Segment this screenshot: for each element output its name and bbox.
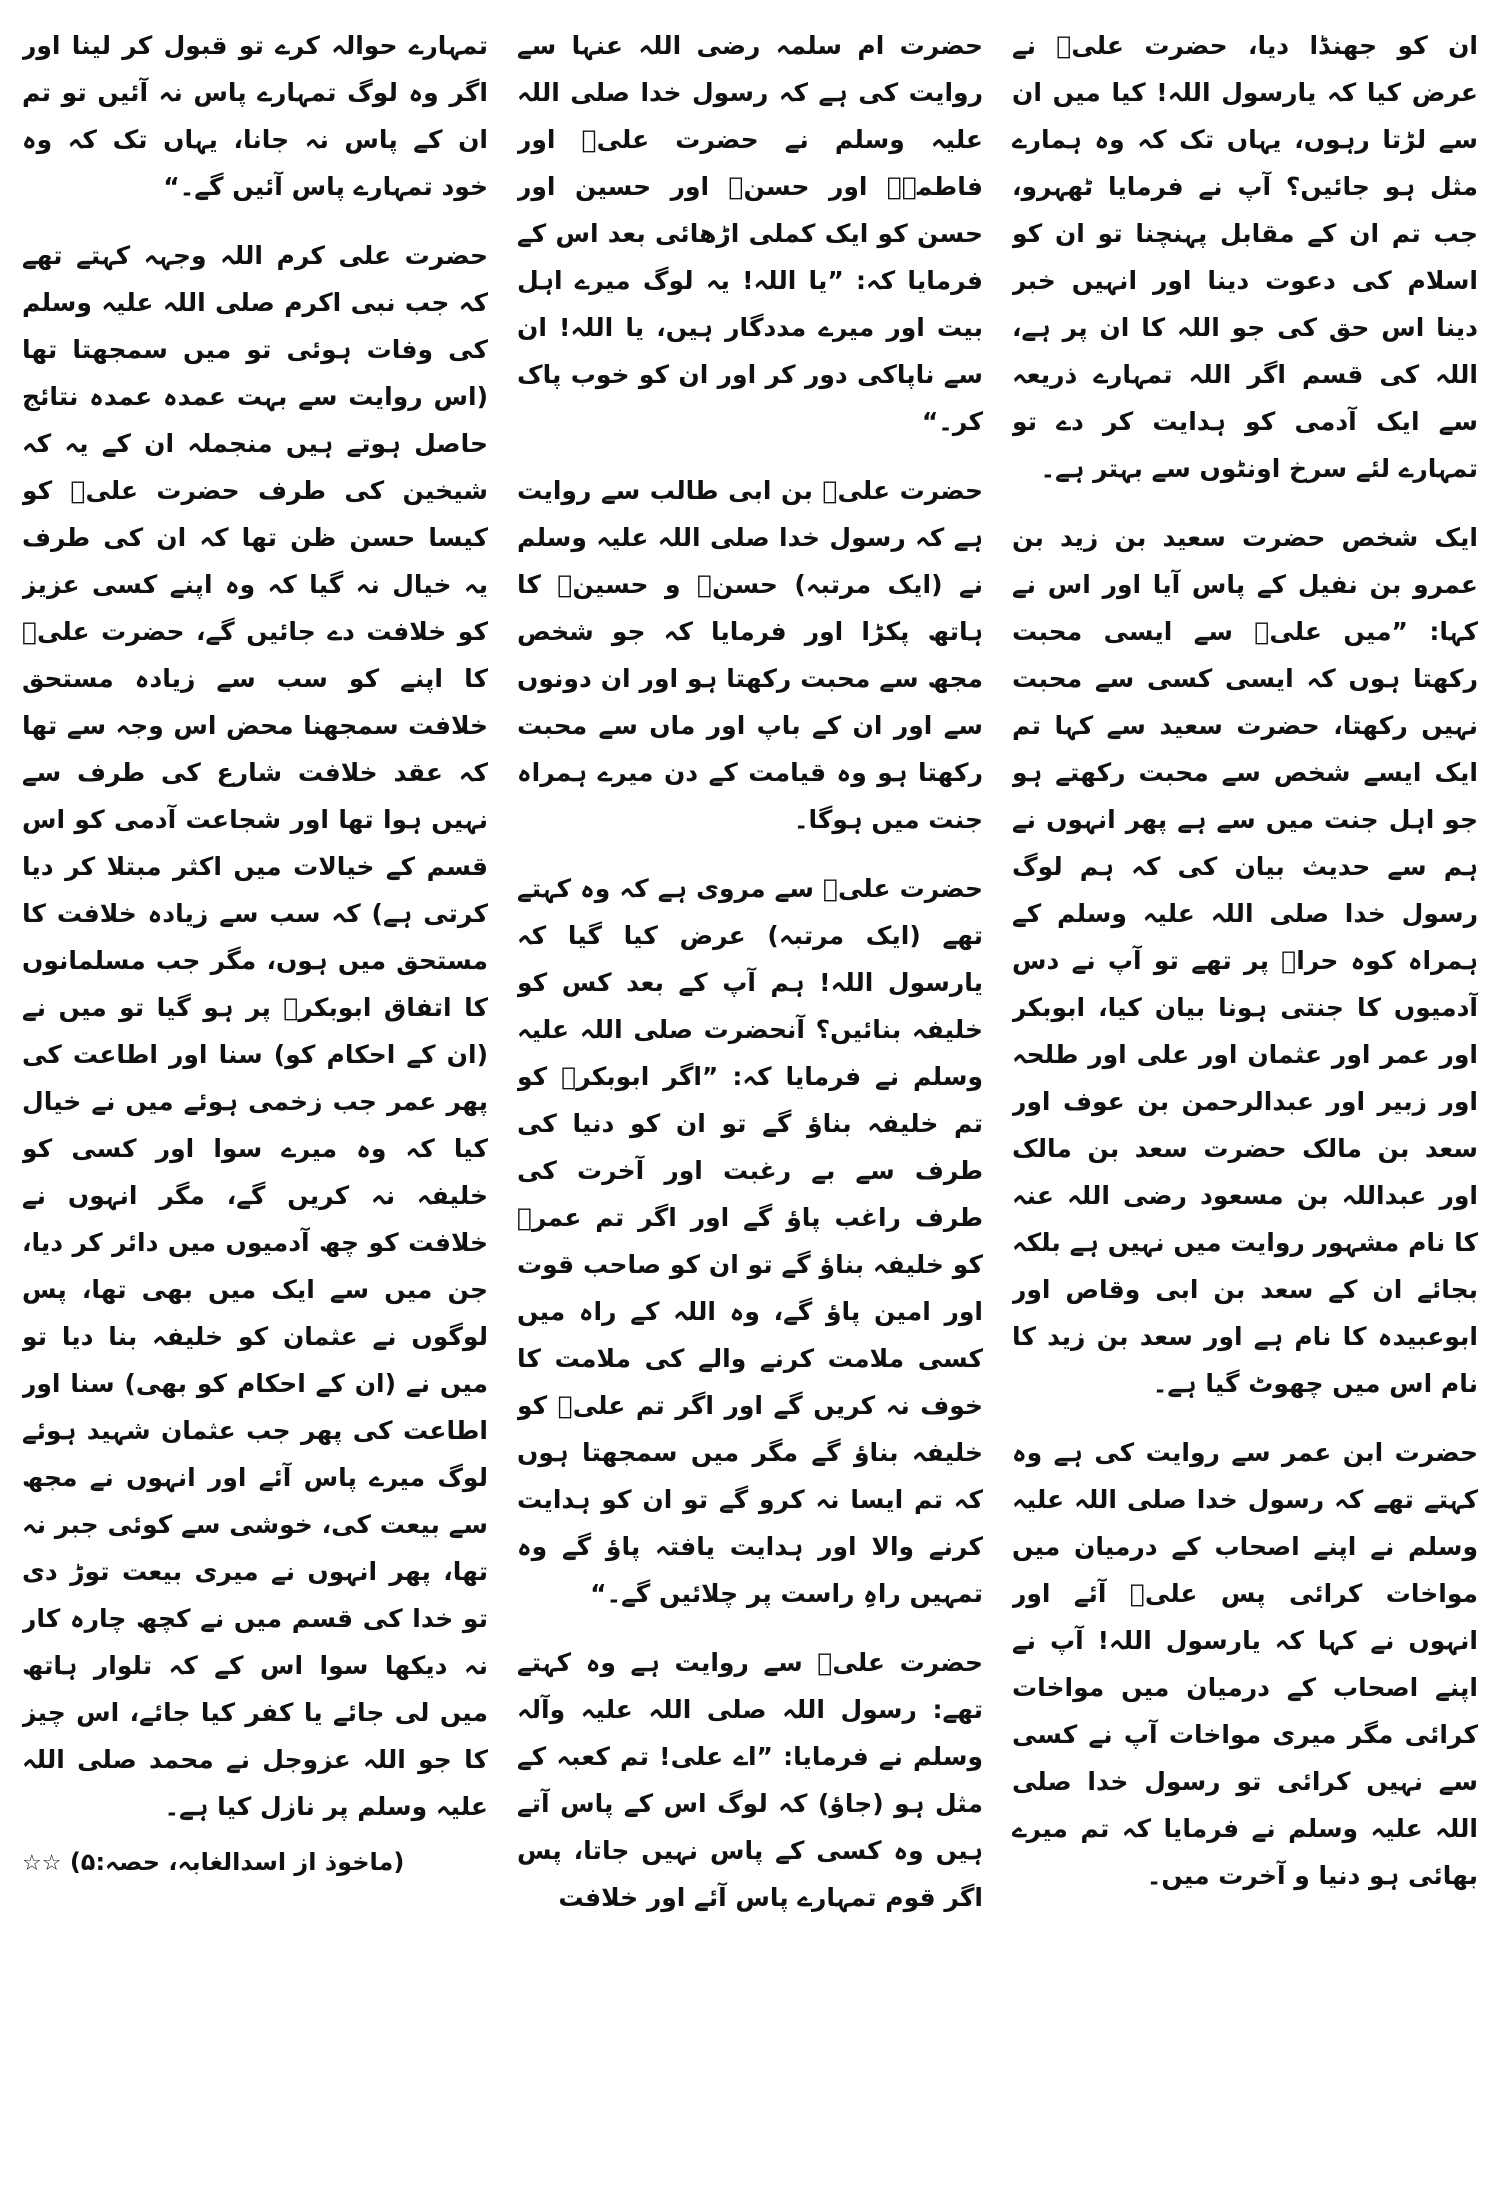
paragraph: ان کو جھنڈا دیا، حضرت علیؓ نے عرض کیا کہ یارسول اللہ! کیا میں ان سے لڑتا رہوں، یہاں تک کہ وہ ہمارے مثل ہو جائیں؟ آپ نے فرمایا ٹھہرو، جب تم ان کے مقابل پہنچنا تو ان کو اسلام کی دعوت دینا اور انہیں خبر دینا اس حق کی جو اللہ کا ان پر ہے، اللہ کی قسم اگر اللہ تمہارے ذریعہ سے ایک آدمی کو ہدایت کر دے تو تمہارے لئے سرخ اونٹوں سے بہتر ہے۔: [1012, 31, 1478, 483]
column-left: [22, 22, 488, 2178]
paragraph: حضرت ام سلمہ رضی اللہ عنہا سے روایت کی ہے کہ رسول خدا صلی اللہ علیہ وسلم نے حضرت علیؓ اور فاطمہؓ اور حسنؓ اور حسین اور حسن کو ایک کملی اڑھائی بعد اس کے فرمایا کہ: ”یا اللہ! یہ لوگ میرے اہل بیت اور میرے مددگار ہیں، یا اللہ! ان سے ناپاکی دور کر اور ان کو خوب پاک کر۔“: [517, 31, 983, 436]
column-middle: [517, 22, 983, 2178]
column-right: [1012, 22, 1478, 2178]
source-text: (ماخوذ از اسدالغابہ، حصہ:۵): [69, 1848, 405, 1876]
paragraph: حضرت علیؓ بن ابی طالب سے روایت ہے کہ رسول خدا صلی اللہ علیہ وسلم نے (ایک مرتبہ) حسنؓ و حسینؓ کا ہاتھ پکڑا اور فرمایا کہ جو شخص مجھ سے محبت رکھتا ہو اور ان دونوں سے اور ان کے باپ اور ماں سے محبت رکھتا ہو وہ قیامت کے دن میرے ہمراہ جنت میں ہوگا۔: [517, 476, 983, 834]
source-citation: [22, 1840, 488, 1886]
paragraph: حضرت علی کرم اللہ وجہہ کہتے تھے کہ جب نبی اکرم صلی اللہ علیہ وسلم کی وفات ہوئی تو میں سمجھتا تھا (اس روایت سے بہت عمدہ عمدہ نتائج حاصل ہوتے ہیں منجملہ ان کے یہ کہ شیخین کی طرف حضرت علیؓ کو کیسا حسن ظن تھا کہ ان کی طرف یہ خیال نہ گیا کہ وہ اپنے کسی عزیز کو خلافت دے جائیں گے، حضرت علیؓ کا اپنے کو سب سے زیادہ مستحق خلافت سمجھنا محض اس وجہ سے تھا کہ عقد خلافت شارع کی طرف سے نہیں ہوا تھا اور شجاعت آدمی کو اس قسم کے خیالات میں اکثر مبتلا کر دیا کرتی ہے) کہ سب سے زیادہ خلافت کا مستحق میں ہوں، مگر جب مسلمانوں کا اتفاق ابوبکرؓ پر ہو گیا تو میں نے (ان کے احکام کو) سنا اور اطاعت کی پھر عمر جب زخمی ہوئے میں نے خیال کیا کہ وہ میرے سوا اور کسی کو خلیفہ نہ کریں گے، مگر انہوں نے خلافت کو چھ آدمیوں میں دائر کر دیا، جن میں سے ایک میں بھی تھا، پس لوگوں نے عثمان کو خلیفہ بنا دیا تو میں نے (ان کے احکام کو بھی) سنا اور اطاعت کی پھر جب عثمان شہید ہوئے لوگ میرے پاس آئے اور انہوں نے مجھ سے بیعت کی، خوشی سے کوئی جبر نہ تھا، پھر انہوں نے میری بیعت توڑ دی تو خدا کی قسم میں نے کچھ چارہ کار نہ دیکھا سوا اس کے کہ تلوار ہاتھ میں لی جائے یا کفر کیا جائے، اس چیز کا جو اللہ عزوجل نے محمد صلی اللہ علیہ وسلم پر نازل کیا ہے۔: [22, 241, 488, 1821]
newspaper-page: [22, 22, 1478, 2178]
paragraph: تمہارے حوالہ کرے تو قبول کر لینا اور اگر وہ لوگ تمہارے پاس نہ آئیں تو تم ان کے پاس نہ جانا، یہاں تک کہ وہ خود تمہارے پاس آئیں گے۔“: [22, 31, 488, 201]
paragraph: حضرت علیؓ سے مروی ہے کہ وہ کہتے تھے (ایک مرتبہ) عرض کیا گیا کہ یارسول اللہ! ہم آپ کے بعد کس کو خلیفہ بنائیں؟ آنحضرت صلی اللہ علیہ وسلم نے فرمایا کہ: ”اگر ابوبکرؓ کو تم خلیفہ بناؤ گے تو ان کو دنیا کی طرف سے بے رغبت اور آخرت کی طرف راغب پاؤ گے اور اگر تم عمرؓ کو خلیفہ بناؤ گے تو ان کو صاحب قوت اور امین پاؤ گے، وہ اللہ کے راہ میں کسی ملامت کرنے والے کی ملامت کا خوف نہ کریں گے اور اگر تم علیؓ کو خلیفہ بناؤ گے مگر میں سمجھتا ہوں کہ تم ایسا نہ کرو گے تو ان کو ہدایت کرنے والا اور ہدایت یافتہ پاؤ گے وہ تمہیں راہِ راست پر چلائیں گے۔“: [517, 874, 983, 1608]
paragraph: حضرت علیؓ سے روایت ہے وہ کہتے تھے: رسول اللہ صلی اللہ علیہ وآلہ وسلم نے فرمایا: ”اے علی! تم کعبہ کے مثل ہو (جاؤ) کہ لوگ اس کے پاس آتے ہیں وہ کسی کے پاس نہیں جاتا، پس اگر قوم تمہارے پاس آئے اور خلافت: [517, 1648, 983, 1912]
star-icon: ☆☆: [22, 1851, 62, 1876]
paragraph: حضرت ابن عمر سے روایت کی ہے وہ کہتے تھے کہ رسول خدا صلی اللہ علیہ وسلم نے اپنے اصحاب کے درمیان میں مواخات کرائی پس علیؓ آئے اور انہوں نے کہا کہ یارسول اللہ! آپ نے اپنے اصحاب کے درمیان میں مواخات کرائی مگر میری مواخات آپ نے کسی سے نہیں کرائی تو رسول خدا صلی اللہ علیہ وسلم نے فرمایا کہ تم میرے بھائی ہو دنیا و آخرت میں۔: [1012, 1438, 1478, 1890]
paragraph: ایک شخص حضرت سعید بن زید بن عمرو بن نفیل کے پاس آیا اور اس نے کہا: ”میں علیؓ سے ایسی محبت رکھتا ہوں کہ ایسی کسی سے محبت نہیں رکھتا، حضرت سعید سے کہا تم ایک ایسے شخص سے محبت رکھتے ہو جو اہل جنت میں سے ہے پھر انہوں نے ہم سے حدیث بیان کی کہ ہم لوگ رسول خدا صلی اللہ علیہ وسلم کے ہمراہ کوہ حراؔ پر تھے تو آپ نے دس آدمیوں کا جنتی ہونا بیان کیا، ابوبکر اور عمر اور عثمان اور علی اور طلحہ اور زبیر اور عبدالرحمن بن عوف اور سعد بن مالک حضرت سعد بن مالک اور عبداللہ بن مسعود رضی اللہ عنہ کا نام مشہور روایت میں نہیں ہے بلکہ بجائے ان کے سعد بن ابی وقاص اور ابوعبیدہ کا نام ہے اور سعد بن زید کا نام اس میں چھوٹ گیا ہے۔: [1012, 523, 1478, 1398]
